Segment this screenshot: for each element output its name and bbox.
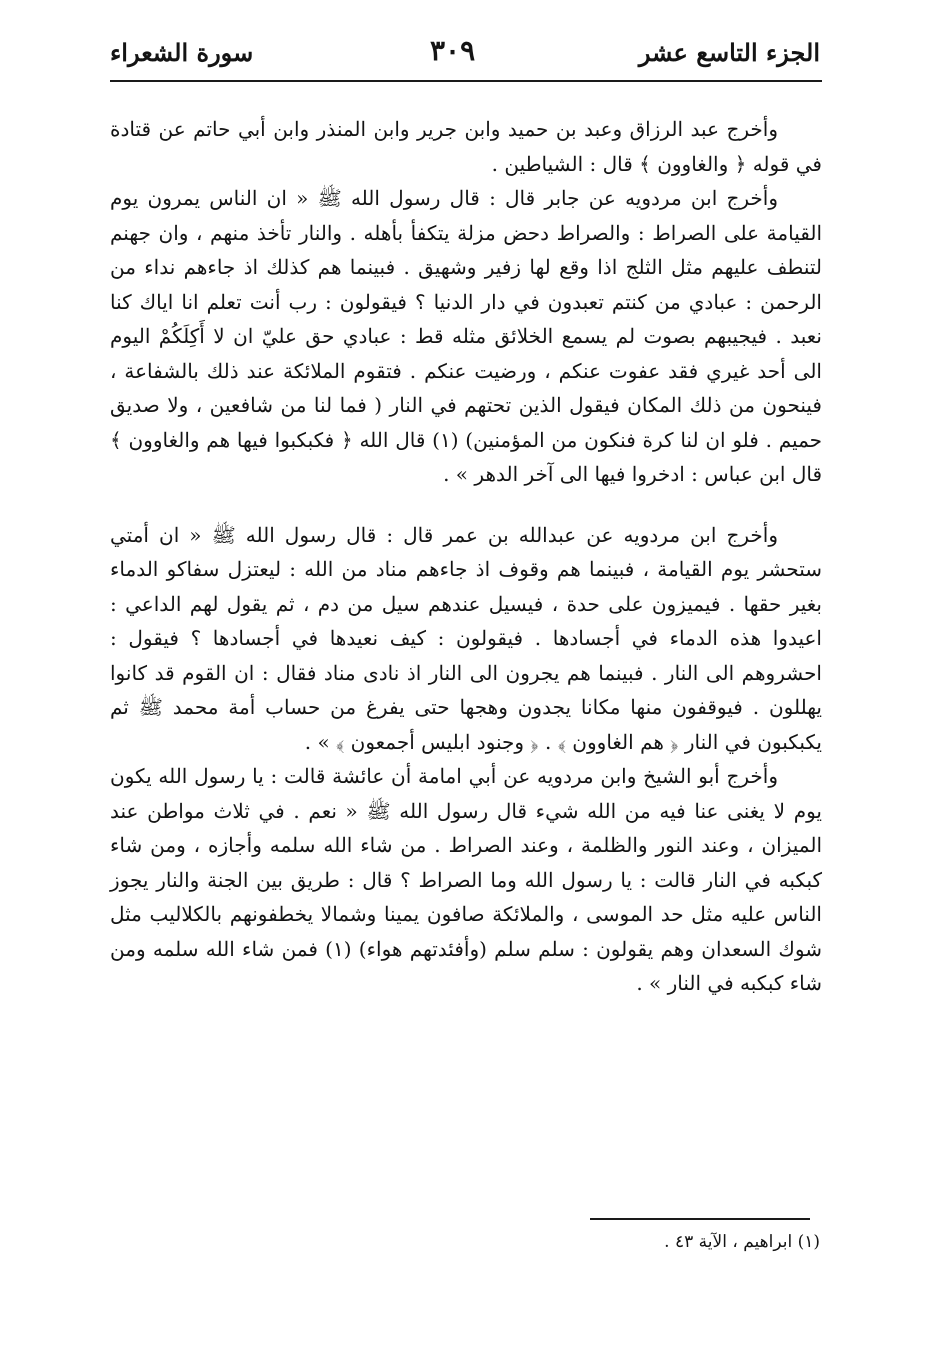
page-header bbox=[110, 30, 820, 74]
paragraph-aisha: وأخرج أبو الشيخ وابن مردويه عن أبي امامة أن عائشة قالت : يا رسول الله يكون يوم لا يغنى عنا فيه من الله شيء قال رسول الله ﷺ « نعم . في ثلاث مواطن عند الميزان ، وعند النور والظلمة ، وعند الصراط . من شاء الله سلمه وأجازه ، ومن شاء كبكبه في النار قالت : يا رسول الله وما الصراط ؟ قال : طريق بين الجنة والنار يجوز الناس عليه مثل حد الموسى ، والملائكة صافون يمينا وشمالا يخطفونهم بالكلاليب مثل شوك السعدان وهم يقولون : سلم سلم (وأفئدتهم هواء) (١) فمن شاء الله سلمه ومن شاء كبكبه في النار » . bbox=[110, 764, 822, 995]
footnote-divider bbox=[590, 1218, 810, 1220]
part-title: الجزء التاسع عشر bbox=[638, 38, 820, 67]
page-number: ٣٠٩ bbox=[430, 34, 476, 67]
paragraph-qatada: وأخرج عبد الرزاق وعبد بن حميد وابن جرير وابن المنذر وابن أبي حاتم عن قتادة في قوله ﴿ والغاوون ﴾ قال : الشياطين . bbox=[110, 117, 822, 176]
footnote: (١) ابراهيم ، الآية ٤٣ . bbox=[664, 1232, 820, 1252]
main-text bbox=[110, 112, 822, 1027]
paragraph-jabir: وأخرج ابن مردويه عن جابر قال : قال رسول الله ﷺ « ان الناس يمرون يوم القيامة على الصراط : والصراط دحض مزلة يتكفأ بأهله . والنار تأخذ منهم ، وان جهنم لتنطف عليهم مثل الثلج اذا وقع لها زفير وشهيق . فبينما هم كذلك اذ جاءهم نداء من الرحمن : عبادي من كنتم تعبدون في دار الدنيا ؟ فيقولون : رب أنت تعلم انا اياك كنا نعبد . فيجيبهم بصوت لم يسمع الخلائق مثله قط : عبادي حق عليّ ان لا أَكِلَكُمْ اليوم الى أحد غيري فقد عفوت عنكم ، ورضيت عنكم . فتقوم الملائكة عند ذلك بالشفاعة ، فينحون من ذلك المكان فيقول الذين تحتهم في النار ( فما لنا من شافعين ، ولا صديق حميم . فلو ان لنا كرة فنكون من المؤمنين) (١) قال الله ﴿ فكبكبوا فيها هم والغاوون ﴾ قال ابن عباس : ادخروا فيها الى آخر الدهر » . bbox=[110, 186, 822, 486]
surah-title: سورة الشعراء bbox=[110, 38, 254, 67]
header-divider bbox=[110, 80, 822, 82]
paragraph-ibn-umar: وأخرج ابن مردويه عن عبدالله بن عمر قال : قال رسول الله ﷺ « ان أمتي ستحشر يوم القيامة ، فبينما هم وقوف اذ جاءهم مناد من الله : ليعتزل سفاكو الدماء بغير حقها . فيميزون على حدة ، فيسيل عندهم سيل من دم ، ثم يقول لهم الداعي : اعيدوا هذه الدماء في أجسادها . فيقولون : كيف نعيدها في أجسادها ؟ فيقول : احشروهم الى النار . فبينما هم يجرون الى النار اذ نادى مناد فقال : ان القوم قد كانوا يهللون . فيوقفون منها مكانا يجدون وهجها حتى يفرغ من حساب أمة محمد ﷺ ثم يكبكبون في النار ﴿ هم الغاوون ﴾ . ﴿ وجنود ابليس أجمعون ﴾ » . bbox=[110, 522, 822, 754]
